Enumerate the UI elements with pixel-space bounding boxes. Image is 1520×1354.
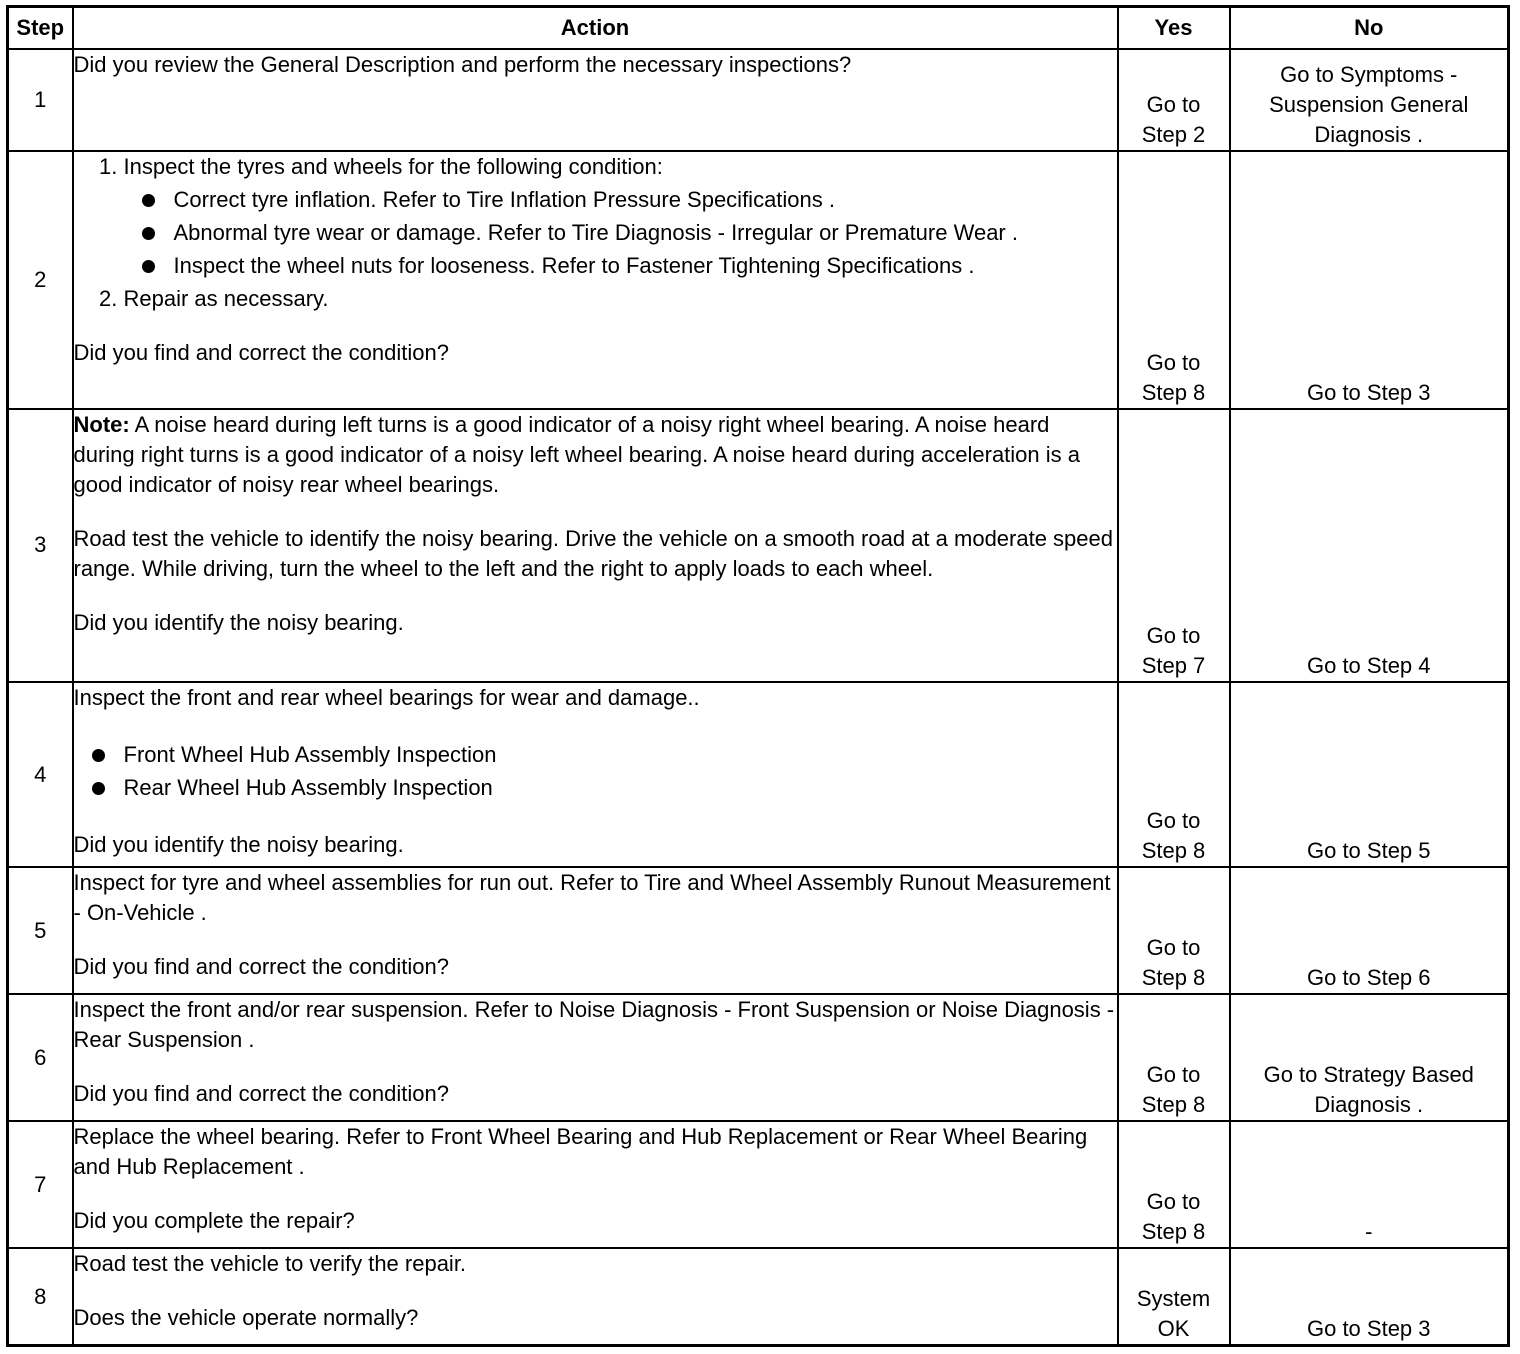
header-no: No bbox=[1230, 7, 1509, 49]
list-item-text: Inspect the tyres and wheels for the following condition: bbox=[123, 153, 663, 179]
header-action: Action bbox=[73, 7, 1118, 49]
bullet-list bbox=[124, 185, 1117, 281]
table-row bbox=[8, 49, 1509, 151]
no-text-line: Diagnosis . bbox=[1314, 121, 1424, 147]
action-cell bbox=[73, 409, 1118, 682]
spacer bbox=[74, 1182, 1117, 1206]
list-item bbox=[124, 152, 1117, 281]
step-number: 7 bbox=[8, 1121, 73, 1248]
no-cell bbox=[1230, 409, 1509, 682]
no-text-line: Go to Step 3 bbox=[1306, 379, 1431, 405]
spacer bbox=[74, 314, 1117, 338]
yes-text-line: Step 7 bbox=[1141, 652, 1206, 678]
action-cell bbox=[73, 1248, 1118, 1345]
yes-text-line: Go to bbox=[1146, 91, 1201, 117]
action-question: Did you complete the repair? bbox=[73, 1208, 355, 1234]
step-number: 5 bbox=[8, 867, 73, 994]
action-question: Did you identify the noisy bearing. bbox=[73, 831, 404, 857]
yes-text-line: Go to bbox=[1146, 1062, 1201, 1088]
action-question: Does the vehicle operate normally? bbox=[73, 1305, 419, 1331]
note-label: Note: bbox=[73, 411, 130, 437]
list-item-text: Repair as necessary. bbox=[123, 285, 329, 311]
yes-cell bbox=[1118, 151, 1230, 409]
header-step: Step bbox=[8, 7, 73, 49]
no-text-line: Go to Step 4 bbox=[1306, 652, 1431, 678]
yes-text-line: Go to bbox=[1146, 349, 1201, 375]
no-cell bbox=[1230, 682, 1509, 867]
yes-cell bbox=[1118, 682, 1230, 867]
spacer bbox=[74, 500, 1117, 524]
yes-cell bbox=[1118, 1121, 1230, 1248]
action-body: Road test the vehicle to identify the noisy bearing. Drive the vehicle on a smooth road at a moderate speed range. While driving, turn the wheel to the left and the right to apply loads to each wheel. bbox=[73, 525, 1113, 581]
action-body: Inspect for tyre and wheel assemblies for run out. Refer to Tire and Wheel Assembly Runout Measurement - On-Vehicle . bbox=[73, 870, 1111, 926]
yes-text-line: Step 8 bbox=[1141, 1092, 1206, 1118]
yes-text-line: OK bbox=[1157, 1316, 1190, 1341]
spacer bbox=[74, 584, 1117, 608]
yes-text-line: Step 8 bbox=[1141, 1219, 1206, 1245]
note-text: A noise heard during left turns is a good indicator of a noisy right wheel bearing. A noise heard during right turns is a good indicator of a noisy left wheel bearing. A noise heard during acceleration is a good indicator of noisy rear wheel bearings. bbox=[73, 411, 1080, 497]
action-cell bbox=[73, 867, 1118, 994]
action-body: Inspect the front and rear wheel bearings for wear and damage.. bbox=[73, 684, 700, 710]
action-cell bbox=[73, 49, 1118, 151]
diagnostic-table bbox=[6, 5, 1510, 1347]
no-text-line: Suspension General bbox=[1269, 91, 1469, 117]
header-row bbox=[8, 7, 1509, 49]
diagnostic-table-page bbox=[6, 5, 1507, 1347]
yes-text-line: Go to bbox=[1146, 622, 1201, 648]
action-cell bbox=[73, 994, 1118, 1121]
yes-text-line: Go to bbox=[1146, 808, 1201, 834]
bullet-item bbox=[124, 251, 1117, 281]
spacer bbox=[74, 713, 1117, 737]
action-question: Did you find and correct the condition? bbox=[73, 954, 449, 980]
list-item bbox=[124, 284, 1117, 314]
action-cell bbox=[73, 682, 1118, 867]
numbered-list bbox=[74, 152, 1117, 314]
action-body: Road test the vehicle to verify the repair. bbox=[73, 1251, 467, 1277]
yes-cell bbox=[1118, 1248, 1230, 1345]
yes-text-line: Step 8 bbox=[1141, 838, 1206, 864]
action-question: Did you find and correct the condition? bbox=[73, 339, 449, 365]
step-number: 1 bbox=[8, 49, 73, 151]
bullet-icon bbox=[92, 782, 105, 795]
bullet-text: Rear Wheel Hub Assembly Inspection bbox=[123, 774, 493, 800]
action-cell bbox=[73, 1121, 1118, 1248]
bullet-text: Front Wheel Hub Assembly Inspection bbox=[123, 741, 497, 767]
no-cell bbox=[1230, 49, 1509, 151]
bullet-text: Abnormal tyre wear or damage. Refer to Tire Diagnosis - Irregular or Premature Wear . bbox=[173, 219, 1018, 245]
bullet-item bbox=[124, 218, 1117, 248]
bullet-text: Correct tyre inflation. Refer to Tire Inflation Pressure Specifications . bbox=[173, 186, 836, 212]
no-text-line: Diagnosis . bbox=[1314, 1092, 1424, 1118]
bullet-icon bbox=[142, 194, 155, 207]
no-text-line: Go to Symptoms - bbox=[1280, 61, 1458, 87]
step-number: 8 bbox=[8, 1248, 73, 1345]
yes-text-line: Step 8 bbox=[1141, 379, 1206, 405]
yes-text-line: Go to bbox=[1146, 935, 1201, 961]
spacer bbox=[74, 928, 1117, 952]
bullet-icon bbox=[142, 227, 155, 240]
yes-cell bbox=[1118, 49, 1230, 151]
bullet-text: Inspect the wheel nuts for looseness. Refer to Fastener Tightening Specifications . bbox=[173, 252, 975, 278]
bullet-icon bbox=[92, 749, 105, 762]
bullet-icon bbox=[142, 260, 155, 273]
spacer bbox=[74, 806, 1117, 830]
action-question: Did you find and correct the condition? bbox=[73, 1081, 449, 1107]
no-cell bbox=[1230, 151, 1509, 409]
yes-text-line: Step 8 bbox=[1141, 965, 1206, 991]
table-row bbox=[8, 867, 1509, 994]
table-row bbox=[8, 1248, 1509, 1345]
no-text-line: Go to Step 5 bbox=[1306, 838, 1431, 864]
table-row bbox=[8, 994, 1509, 1121]
table-row bbox=[8, 1121, 1509, 1248]
yes-text-line: Step 2 bbox=[1141, 121, 1206, 147]
bullet-item bbox=[124, 185, 1117, 215]
spacer bbox=[74, 1055, 1117, 1079]
step-number: 6 bbox=[8, 994, 73, 1121]
no-cell bbox=[1230, 1248, 1509, 1345]
no-text-line: Go to Strategy Based bbox=[1263, 1062, 1474, 1088]
no-text-line: Go to Step 3 bbox=[1306, 1316, 1431, 1341]
action-cell bbox=[73, 151, 1118, 409]
action-question: Did you review the General Description and perform the necessary inspections? bbox=[73, 51, 852, 77]
no-cell bbox=[1230, 1121, 1509, 1248]
yes-cell bbox=[1118, 994, 1230, 1121]
table-row bbox=[8, 151, 1509, 409]
yes-text-line: Go to bbox=[1146, 1189, 1201, 1215]
step-number: 3 bbox=[8, 409, 73, 682]
bullet-list bbox=[74, 740, 1117, 803]
table-row bbox=[8, 682, 1509, 867]
bullet-item bbox=[74, 773, 1117, 803]
note-paragraph bbox=[74, 410, 1117, 500]
spacer bbox=[74, 1279, 1117, 1303]
yes-cell bbox=[1118, 409, 1230, 682]
no-cell bbox=[1230, 994, 1509, 1121]
no-text-line: Go to Step 6 bbox=[1306, 965, 1431, 991]
bullet-item bbox=[74, 740, 1117, 770]
yes-text-line: System bbox=[1136, 1286, 1211, 1311]
action-body: Inspect the front and/or rear suspension. Refer to Noise Diagnosis - Front Suspension or Noise Diagnosis - Rear Suspension . bbox=[73, 997, 1115, 1053]
step-number: 4 bbox=[8, 682, 73, 867]
table-row bbox=[8, 409, 1509, 682]
action-question: Did you identify the noisy bearing. bbox=[73, 609, 404, 635]
action-body: Replace the wheel bearing. Refer to Front Wheel Bearing and Hub Replacement or Rear Wheel Bearing and Hub Replacement . bbox=[73, 1124, 1088, 1180]
yes-cell bbox=[1118, 867, 1230, 994]
no-text-line: - bbox=[1365, 1219, 1373, 1245]
no-cell bbox=[1230, 867, 1509, 994]
header-yes: Yes bbox=[1118, 7, 1230, 49]
step-number: 2 bbox=[8, 151, 73, 409]
